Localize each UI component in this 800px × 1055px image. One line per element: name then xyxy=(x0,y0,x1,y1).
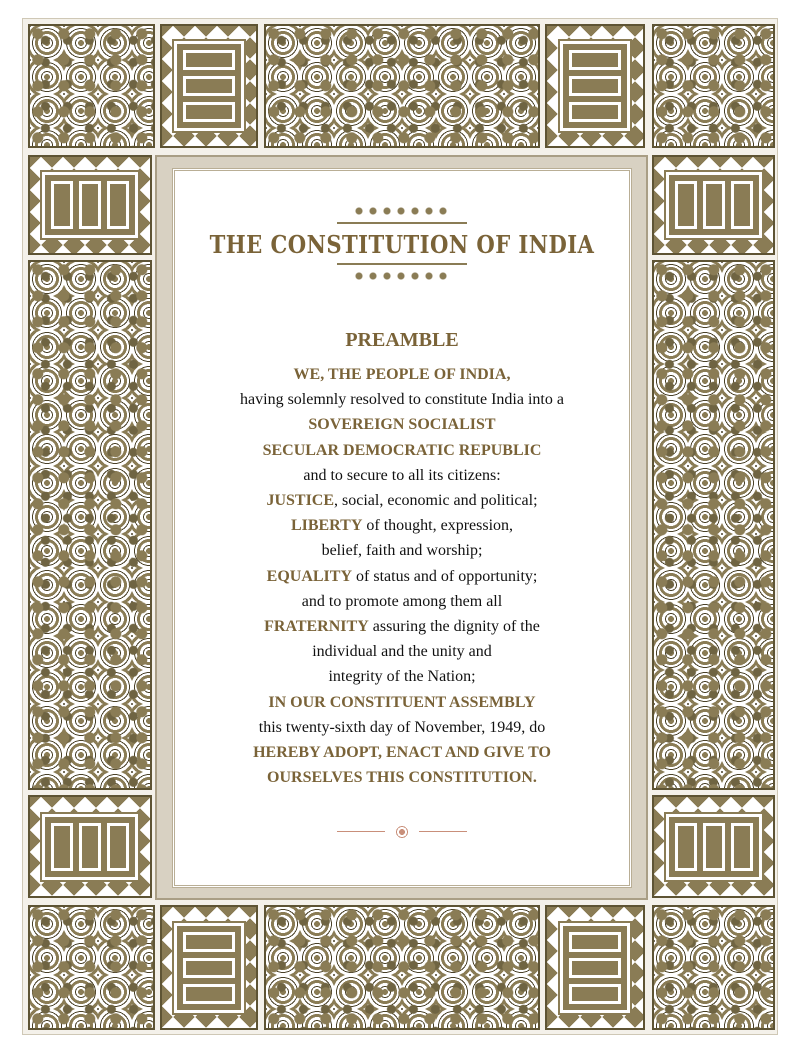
preamble-line xyxy=(172,715,632,740)
preamble-line xyxy=(172,438,632,463)
preamble-line xyxy=(172,664,632,689)
border-pattern-tile xyxy=(160,905,258,1030)
body-text: this twenty-sixth day of November, 1949, do xyxy=(258,718,546,736)
border-pattern-tile xyxy=(652,795,775,898)
preamble-line xyxy=(172,538,632,563)
body-text: assuring the dignity of the xyxy=(368,618,540,636)
preamble-line xyxy=(172,412,632,437)
preamble-line xyxy=(172,765,632,790)
border-pattern-tile xyxy=(545,905,645,1030)
body-text: , social, economic and political; xyxy=(334,492,538,510)
preamble-content xyxy=(172,168,632,838)
body-text: having solemnly resolved to constitute India into a xyxy=(240,391,564,409)
document-title: THE CONSTITUTION OF INDIA xyxy=(209,230,595,259)
emphasized-text: IN OUR CONSTITUENT ASSEMBLY xyxy=(268,693,536,711)
emphasized-text: HEREBY ADOPT, ENACT AND GIVE TO xyxy=(253,744,551,762)
preamble-line xyxy=(172,614,632,639)
border-pattern-tile xyxy=(28,155,152,255)
border-pattern-tile xyxy=(545,24,645,148)
body-text: individual and the unity and xyxy=(312,643,492,661)
preamble-line xyxy=(172,740,632,765)
preamble-heading: PREAMBLE xyxy=(345,329,459,351)
emphasized-text: LIBERTY xyxy=(290,517,363,535)
preamble-line xyxy=(172,589,632,614)
preamble-line xyxy=(172,362,632,387)
border-art-floral xyxy=(264,905,540,1030)
body-text: and to promote among them all xyxy=(301,592,503,610)
emphasized-text: EQUALITY xyxy=(266,567,353,585)
body-text: of status and of opportunity; xyxy=(352,567,538,585)
emphasized-text: SOVEREIGN SOCIALIST xyxy=(308,416,496,434)
preamble-text xyxy=(172,362,632,790)
border-art-floral-vine xyxy=(652,260,775,790)
preamble-line xyxy=(172,690,632,715)
emphasized-text: WE, THE PEOPLE OF INDIA, xyxy=(293,366,511,383)
border-pattern-tile xyxy=(652,155,775,255)
emphasized-text: SECULAR DEMOCRATIC REPUBLIC xyxy=(262,441,542,459)
end-ornament-icon xyxy=(337,826,467,838)
preamble-line xyxy=(172,639,632,664)
preamble-line xyxy=(172,463,632,488)
preamble-line xyxy=(172,387,632,412)
preamble-line xyxy=(172,564,632,589)
border-art-floral-vine xyxy=(28,260,152,790)
border-pattern-tile xyxy=(160,24,258,148)
border-art-elephant-rider xyxy=(28,24,155,148)
emphasized-text: OURSELVES THIS CONSTITUTION. xyxy=(267,769,537,787)
body-text: belief, faith and worship; xyxy=(321,542,483,560)
body-text: of thought, expression, xyxy=(362,517,514,535)
scroll-ornament-icon xyxy=(337,263,467,285)
border-art-floral xyxy=(264,24,540,148)
emphasized-text: JUSTICE xyxy=(266,492,335,510)
preamble-line xyxy=(172,513,632,538)
emphasized-text: FRATERNITY xyxy=(264,618,369,636)
border-art-horse-rider xyxy=(28,905,155,1030)
preamble-line xyxy=(172,488,632,513)
border-art-elephant xyxy=(652,24,775,148)
border-pattern-tile xyxy=(28,795,152,898)
scroll-ornament-icon xyxy=(337,202,467,224)
border-art-bird xyxy=(652,905,775,1030)
body-text: and to secure to all its citizens: xyxy=(303,466,501,484)
body-text: integrity of the Nation; xyxy=(328,668,476,686)
